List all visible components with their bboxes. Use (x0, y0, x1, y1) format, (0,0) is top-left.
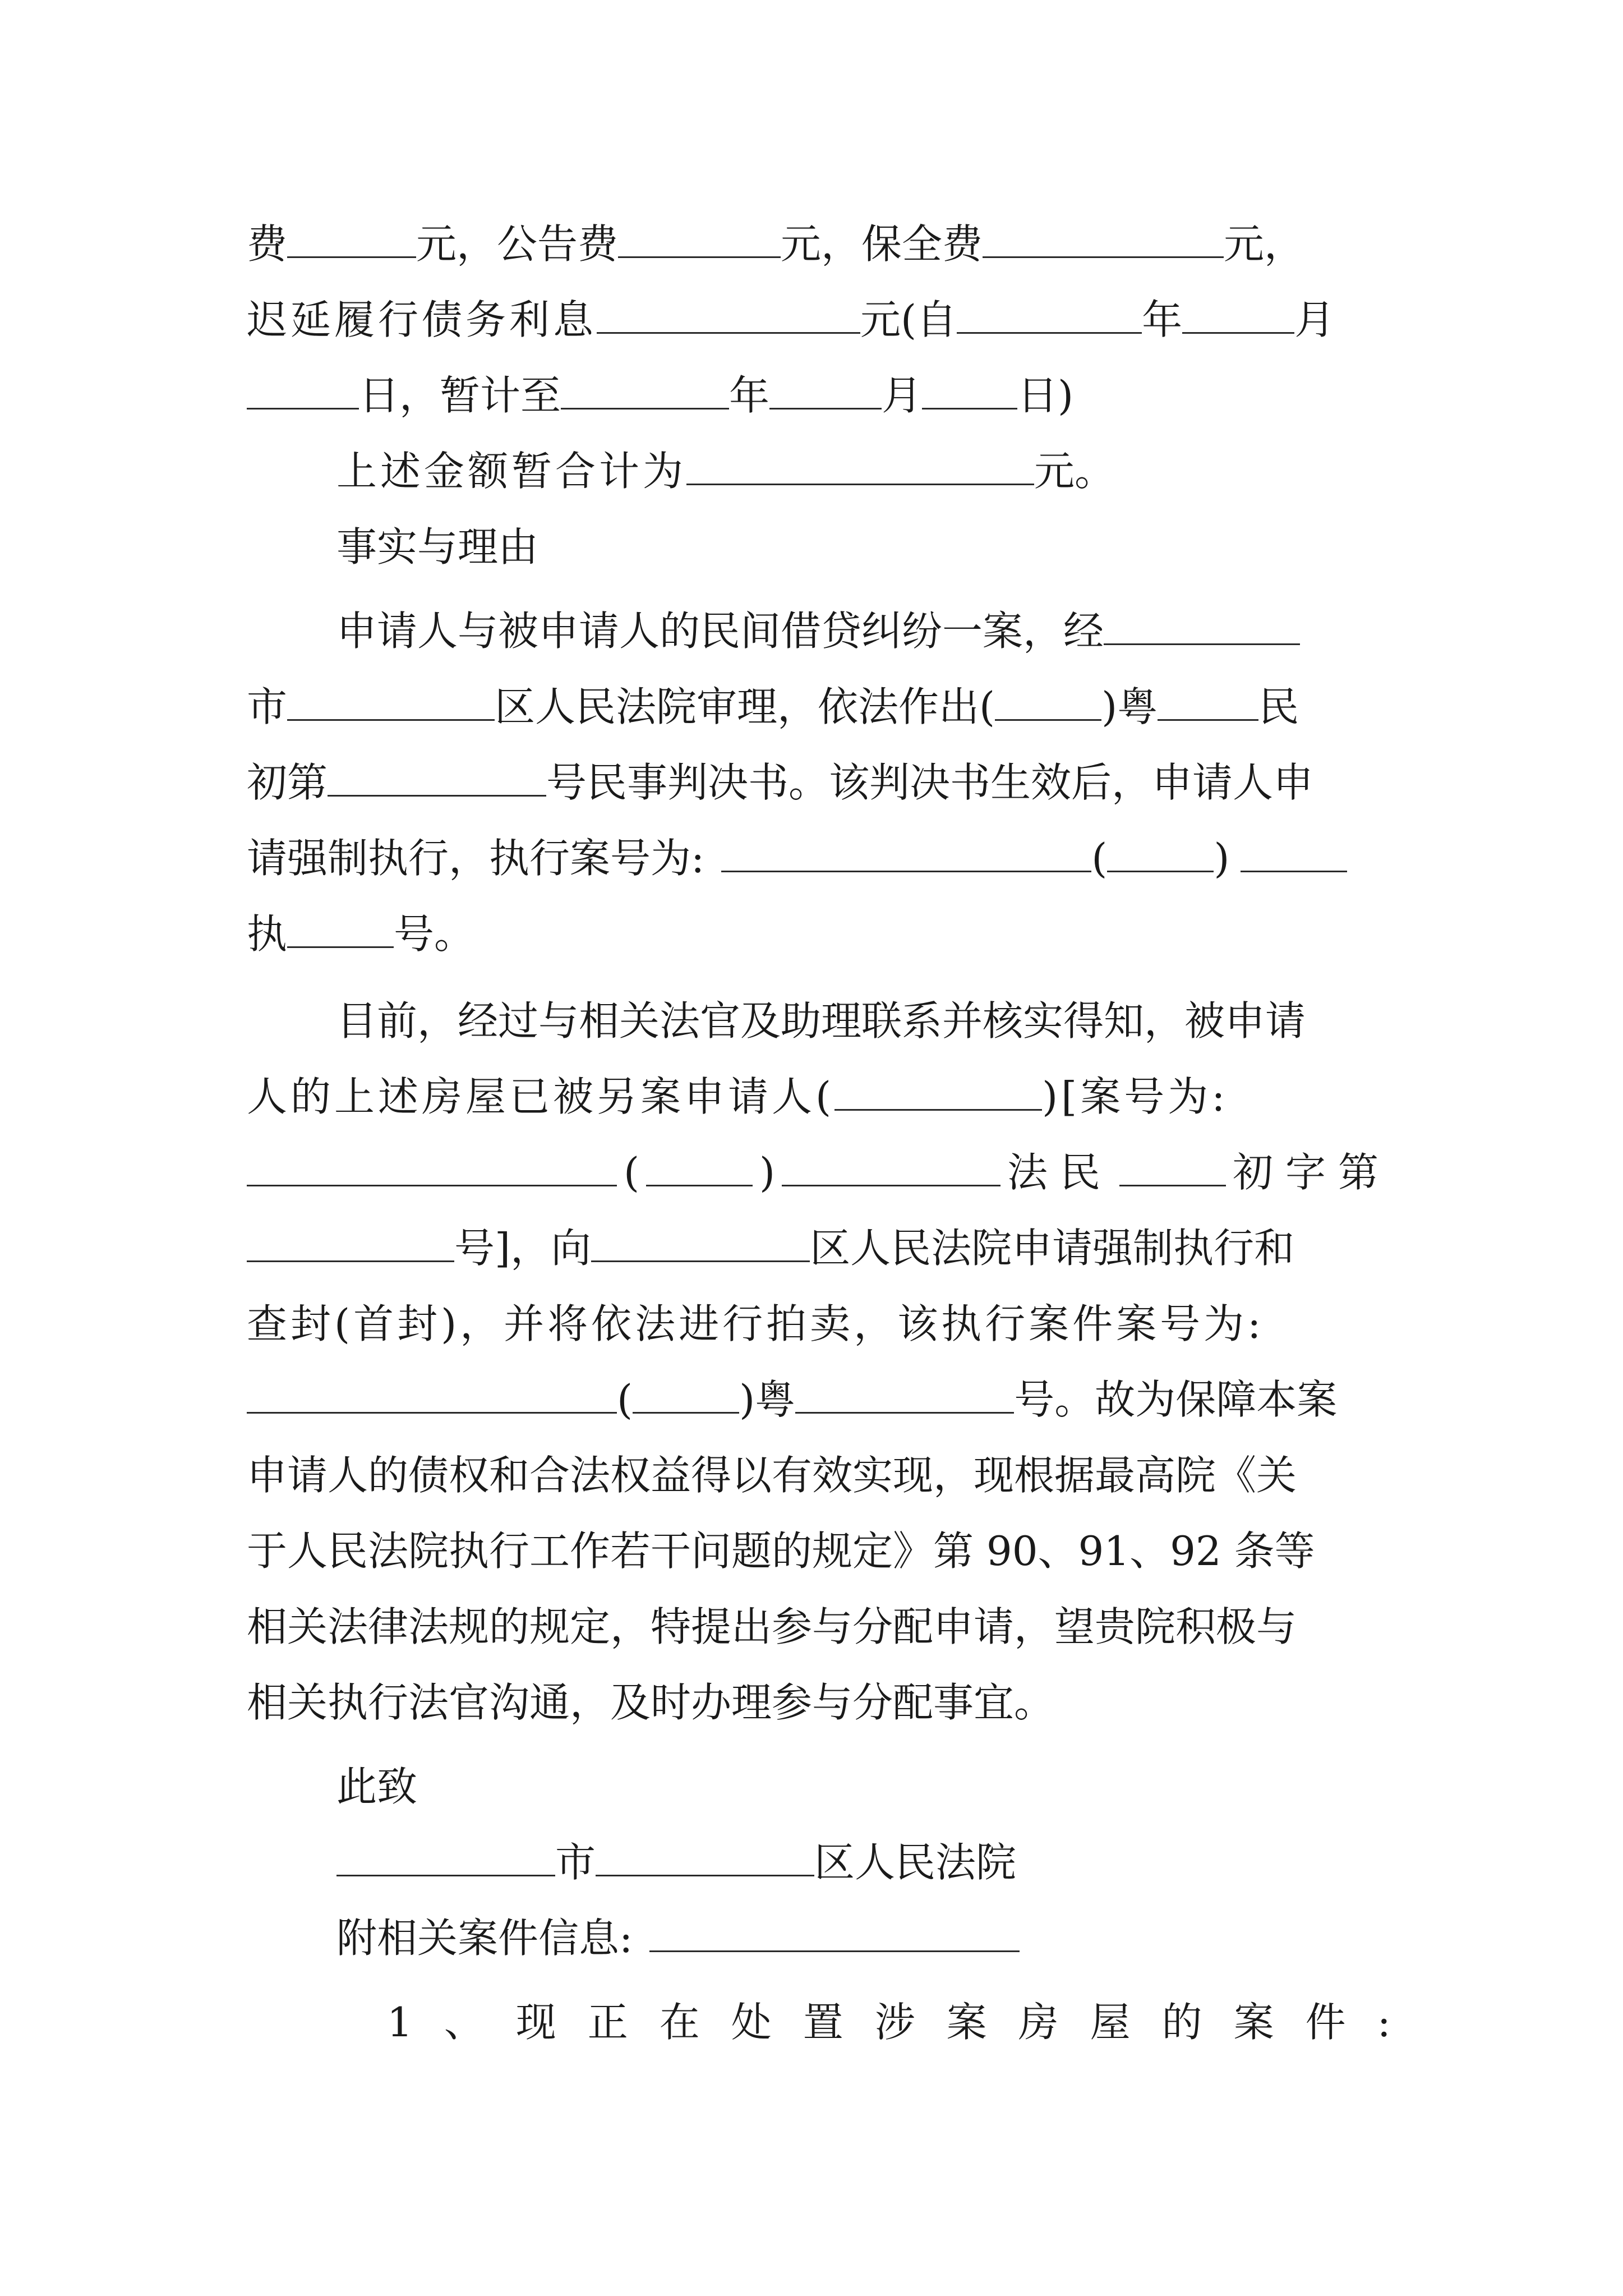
body-line-1 (336, 993, 1391, 1049)
court-code-blank (782, 1148, 1000, 1186)
text: 民 (1258, 683, 1299, 730)
enforcement-case-blank (247, 1375, 617, 1414)
end-day-blank (922, 371, 1017, 409)
text: 人的上述房屋已被另案申请人( (247, 1073, 835, 1120)
text: 上述金额暂合计为 (336, 448, 687, 495)
text: 屋 (1090, 1999, 1131, 2046)
facts-line-2 (247, 679, 1391, 735)
body-line-4 (247, 1220, 1391, 1276)
body-line-3 (247, 1144, 1391, 1200)
total-line (336, 443, 1391, 499)
execution-year-blank (1107, 834, 1214, 872)
addressee-city-blank (336, 1838, 555, 1876)
enforcement-year-blank (633, 1375, 739, 1414)
text: 初字第 (1232, 1149, 1391, 1196)
item-1-line (387, 1994, 1391, 2050)
start-month-blank (1182, 295, 1294, 334)
end-month-blank (769, 371, 882, 409)
text: 、 (444, 1999, 485, 2046)
text: 区人民法院申请强制执行和 (810, 1225, 1295, 1272)
text: 涉 (874, 1999, 915, 2046)
body-line-6 (247, 1372, 1391, 1428)
text: )[案号为: (1042, 1073, 1229, 1120)
district-blank (287, 682, 495, 721)
text: 号。 (394, 910, 475, 958)
execution-case-blank (721, 834, 1091, 872)
text: ( (617, 1376, 633, 1423)
text: 执 (247, 910, 288, 958)
fee-amount-blank (287, 219, 416, 258)
text: 在 (659, 1999, 700, 2046)
text: 置 (803, 1999, 843, 2046)
addressee-court (336, 1834, 1391, 1890)
text: 号]，向 (454, 1225, 592, 1272)
facts-line-1 (336, 603, 1391, 659)
text: 查封(首封)，并将依法进行拍卖，该执行案件案号为: (247, 1300, 1265, 1347)
text: 月 (882, 372, 923, 419)
text: 元(自 (860, 296, 957, 343)
body-line-7 (247, 1447, 1391, 1503)
end-year-blank (561, 371, 729, 409)
total-amount-blank (686, 447, 1034, 485)
body-line-10 (247, 1674, 1391, 1731)
text: 申请人与被申请人的民间借贷纠纷一案，经 (336, 608, 1104, 655)
text: 附相关案件信息: (336, 1915, 633, 1962)
text: 市 (247, 683, 288, 730)
attachment-blank (649, 1913, 1020, 1952)
case-year-blank-2 (646, 1148, 753, 1186)
text: 1 (387, 1999, 413, 2046)
attachment-line (336, 1910, 1391, 1966)
text: 年 (1142, 296, 1183, 343)
text: 区人民法院审理，依法作出( (495, 683, 995, 730)
execution-code-blank (1241, 834, 1347, 872)
judgment-number-blank (328, 758, 546, 797)
text: 日，暂计至 (359, 372, 561, 419)
preservation-fee-blank (983, 219, 1224, 258)
salutation (336, 1759, 1391, 1815)
text: 元， (1224, 220, 1305, 268)
body-line-5 (247, 1296, 1391, 1352)
body-line-8 (247, 1523, 1391, 1579)
case-number-blank (247, 1148, 617, 1186)
text: 初第 (247, 759, 328, 806)
facts-line-3 (247, 754, 1391, 811)
text: 处 (731, 1999, 772, 2046)
start-day-blank (247, 371, 359, 409)
text: 市 (555, 1839, 596, 1886)
facts-line-5 (247, 906, 1391, 962)
fee-line-1 (247, 216, 1391, 272)
start-year-blank (957, 295, 1142, 334)
text: ) (759, 1149, 776, 1196)
text: 元，保全费 (781, 220, 983, 268)
text: ( (623, 1149, 640, 1196)
text: : (1377, 1999, 1391, 2046)
text: 于人民法院执行工作若干问题的规定》第 90、91、92 条等 (247, 1527, 1315, 1575)
text: 迟延履行债务利息 (247, 296, 597, 343)
text: 此致 (336, 1763, 418, 1810)
text: 日) (1017, 372, 1074, 419)
text: 月 (1294, 296, 1335, 343)
text: 请强制执行，执行案号为: (247, 835, 705, 882)
text: 目前，经过与相关法官及助理联系并核实得知，被申请 (336, 997, 1306, 1045)
text: 元。 (1034, 448, 1115, 495)
text: 正 (587, 1999, 628, 2046)
case-seq-blank (247, 1223, 454, 1262)
section-heading (336, 519, 1391, 575)
text: )粤 (1101, 683, 1158, 730)
text: 号民事判决书。该判决书生效后，申请人申 (546, 759, 1314, 806)
city-blank (1104, 606, 1300, 645)
text: ( (1091, 835, 1108, 882)
case-year-blank (995, 682, 1101, 721)
interest-amount-blank (597, 295, 860, 334)
body-line-2 (247, 1069, 1391, 1125)
text: 事实与理由 (336, 523, 539, 570)
initial-code-blank (1119, 1148, 1226, 1186)
announcement-fee-blank (618, 219, 781, 258)
text: 申请人的债权和合法权益得以有效实现，现根据最高院《关 (247, 1452, 1297, 1499)
facts-line-4 (247, 830, 1391, 886)
district-blank-2 (591, 1223, 810, 1262)
text: 案 (1233, 1999, 1274, 2046)
body-line-9 (247, 1599, 1391, 1655)
text: 相关法律法规的规定，特提出参与分配申请，望贵院积极与 (247, 1603, 1297, 1650)
text: ) (1214, 835, 1230, 882)
case-code-blank (1158, 682, 1258, 721)
text: 元，公告费 (416, 220, 619, 268)
execution-number-blank (287, 909, 394, 948)
text: 法民 (1007, 1149, 1113, 1196)
enforcement-number-blank (795, 1375, 1014, 1414)
interest-date-line (247, 367, 1391, 424)
interest-line (247, 292, 1391, 348)
other-applicant-blank (834, 1072, 1042, 1111)
text: 件 (1305, 1999, 1346, 2046)
text: )粤 (739, 1376, 796, 1423)
text: 房 (1018, 1999, 1059, 2046)
text: 号。故为保障本案 (1014, 1376, 1338, 1423)
text: 相关执行法官沟通，及时办理参与分配事宜。 (247, 1679, 1055, 1726)
addressee-district-blank (596, 1838, 814, 1876)
text: 现 (515, 1999, 556, 2046)
text: 案 (946, 1999, 987, 2046)
text: 费 (247, 220, 288, 268)
text: 年 (729, 372, 770, 419)
text: 的 (1161, 1999, 1202, 2046)
text: 区人民法院 (814, 1839, 1017, 1886)
